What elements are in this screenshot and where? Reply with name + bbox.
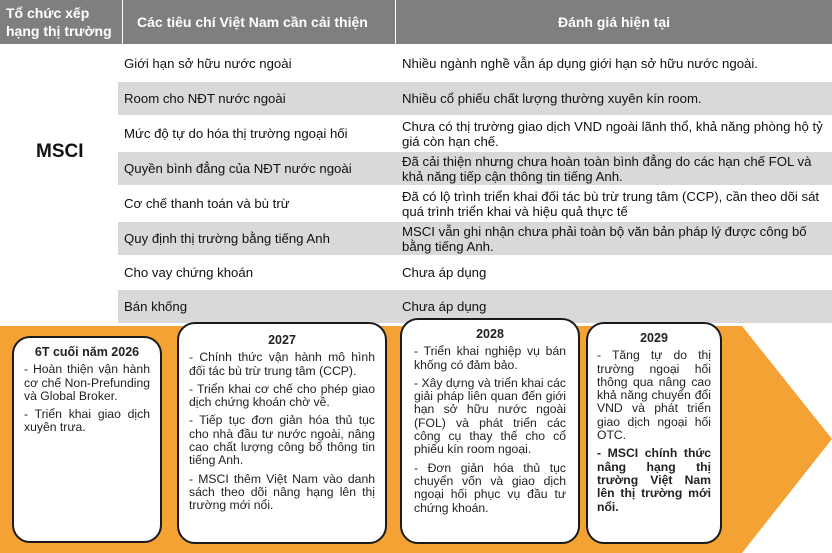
criterion-cell: Bán khống [124,299,188,314]
timeline-item: - Triển khai nghiệp vụ bán khống có đảm bảo. [414,344,566,372]
timeline-title: 6T cuối năm 2026 [34,345,140,359]
evaluation-cell: Chưa áp dụng [402,299,487,314]
criterion-cell: Mức độ tự do hóa thị trường ngoại hối [124,126,348,141]
header-criteria: Các tiêu chí Việt Nam cần cải thiện [123,0,395,44]
table-row [118,82,832,115]
timeline-item: - MSCI thêm Việt Nam vào danh sách theo dõi nâng hạng lên thị trường mới nổi. [189,471,375,513]
timeline-box-2026 [12,336,162,543]
timeline-title: 2029 [640,331,668,345]
timeline-item: - Tiếp tục đơn giản hóa thủ tục cho nhà đầu tư nước ngoài, nâng cao chất lượng công bố thông tin tiếng Anh. [189,413,375,468]
timeline-item: - Triển khai cơ chế cho phép giao dịch chứng khoán chờ về. [189,381,375,410]
timeline-title: 2028 [476,327,504,341]
timeline-title: 2027 [268,333,296,347]
evaluation-cell: Chưa có thị trường giao dịch VND ngoài lãnh thổ, khả năng phòng hộ tỷ giá còn hạn chế. [402,118,823,149]
evaluation-cell: Chưa áp dụng [402,265,487,280]
timeline-box-2027 [177,322,387,544]
header-evaluation: Đánh giá hiện tại [396,0,832,44]
criterion-cell: Giới hạn sở hữu nước ngoài [124,56,292,71]
timeline-item: - Triển khai giao dịch xuyên trưa. [24,407,150,435]
timeline-box-2029 [586,322,722,544]
table-row [118,222,832,255]
timeline-item: - Đơn giản hóa thủ tục chuyển vốn và giao dịch ngoại hối phục vụ đầu tư chứng khoán. [414,460,566,515]
table-row [118,47,832,80]
timeline-item: - Hoàn thiện vận hành cơ chế Non-Prefunding và Global Broker. [24,362,150,403]
criterion-cell: Cho vay chứng khoán [124,265,254,280]
evaluation-cell: MSCI vẫn ghi nhận chưa phải toàn bộ văn bản pháp lý được công bố bằng tiếng Anh. [402,223,807,254]
evaluation-cell: Nhiều cổ phiếu chất lượng thường xuyên kín room. [402,91,702,106]
evaluation-cell: Đã cải thiện nhưng chưa hoàn toàn bình đẳng do các hạn chế FOL và khả năng tiếp cận thông tin tiếng Anh. [402,153,812,184]
table-row [118,187,832,220]
timeline-item: - MSCI chính thức nâng hạng thị trường Việt Nam lên thị trường mới nổi. [597,446,711,514]
organization-name: MSCI [36,141,84,162]
timeline-item: - Tăng tự do thị trường ngoại hối thông qua nâng cao khả năng chuyển đổi VND và phát triển giao dịch ngoại hối OTC. [597,348,711,443]
criterion-cell: Cơ chế thanh toán và bù trừ [124,196,290,211]
criterion-cell: Quy định thị trường bằng tiếng Anh [124,231,330,246]
timeline-box-2028 [400,318,580,544]
evaluation-cell: Đã có lộ trình triển khai đối tác bù trừ trung tâm (CCP), cần theo dõi sát quá trình triển khai và hiệu quả thực tế [402,188,820,219]
timeline-item: - Chính thức vận hành mô hình đối tác bù trừ trung tâm (CCP). [189,350,375,378]
table-row [118,257,832,288]
timeline-item: - Xây dựng và triển khai các giải pháp liên quan đến giới hạn sở hữu nước ngoài (FOL) và phát triển các công cụ thay thế cho cổ phiếu kín room ngoại. [414,375,566,457]
table-row [118,152,832,185]
header-organization: Tổ chức xếp hạng thị trường [0,0,122,44]
criterion-cell: Quyền bình đẳng của NĐT nước ngoài [124,161,352,176]
table-row [118,117,832,150]
criterion-cell: Room cho NĐT nước ngoài [124,91,286,106]
evaluation-cell: Nhiều ngành nghề vẫn áp dụng giới hạn sở hữu nước ngoài. [402,56,758,71]
